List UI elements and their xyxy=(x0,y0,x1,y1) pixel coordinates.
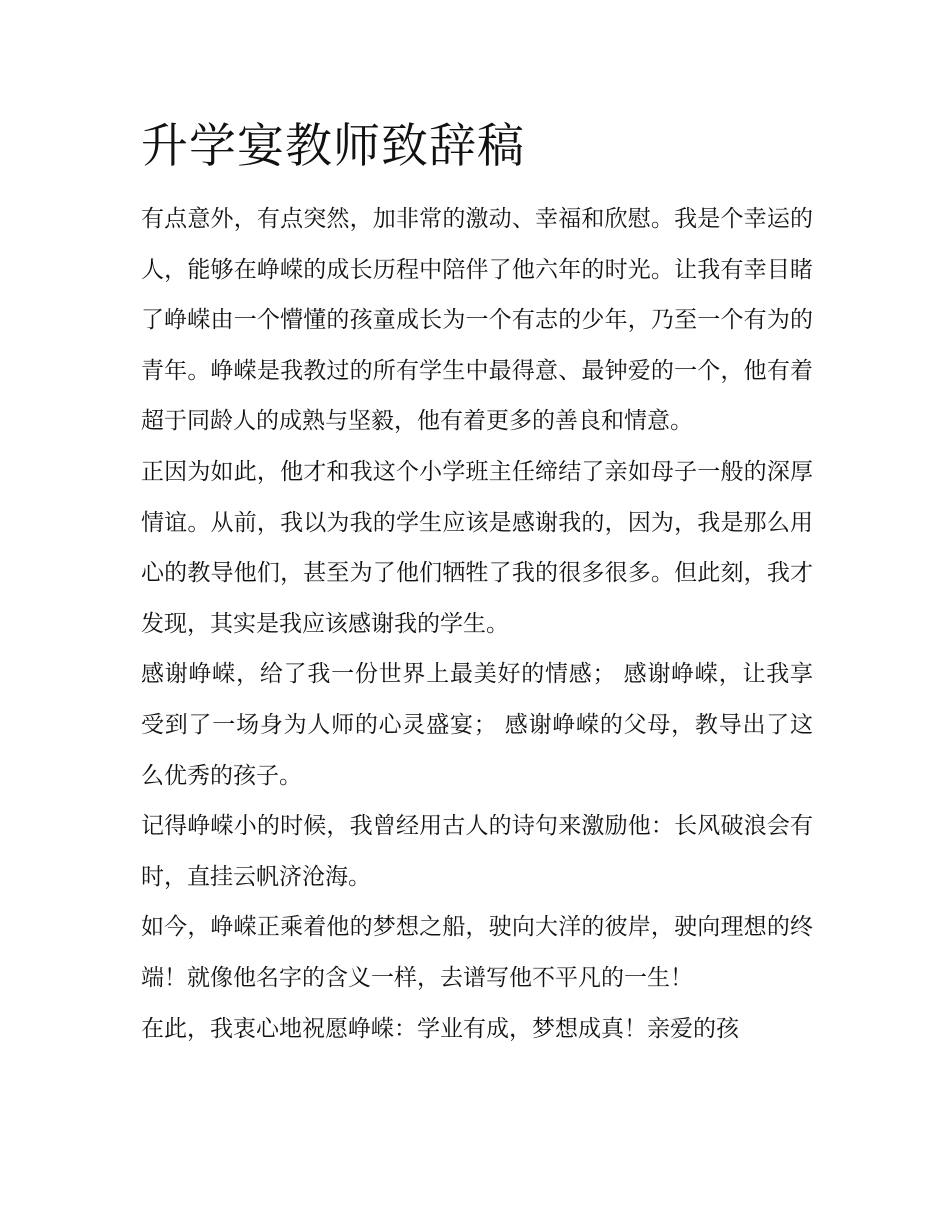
paragraph-4: 记得峥嵘小的时候，我曾经用古人的诗句来激励他：长风破浪会有时，直挂云帆济沧海。 xyxy=(141,813,813,890)
paragraph-1: 有点意外，有点突然，加非常的激动、幸福和欣慰。我是个幸运的人，能够在峥嵘的成长历程中陪伴了他六年的时光。让我有幸目睹了峥嵘由一个懵懂的孩童成长为一个有志的少年，乃至一个有为的青年。峥嵘是我教过的所有学生中最得意、最钟爱的一个，他有着超于同龄人的成熟与坚毅，他有着更多的善良和情意。 xyxy=(141,206,813,435)
paragraph-5: 如今，峥嵘正乘着他的梦想之船，驶向大洋的彼岸，驶向理想的终端！就像他名字的含义一样，去谱写他不平凡的一生！ xyxy=(141,914,813,991)
paragraph-2: 正因为如此，他才和我这个小学班主任缔结了亲如母子一般的深厚情谊。从前，我以为我的学生应该是感谢我的，因为，我是那么用心的教导他们，甚至为了他们牺牲了我的很多很多。但此刻，我才发现，其实是我应该感谢我的学生。 xyxy=(141,458,813,637)
paragraph-3: 感谢峥嵘，给了我一份世界上最美好的情感； 感谢峥嵘，让我享受到了一场身为人师的心灵盛宴； 感谢峥嵘的父母，教导出了这么优秀的孩子。 xyxy=(141,661,813,789)
document-body xyxy=(141,118,813,1054)
paragraph-6: 在此，我衷心地祝愿峥嵘：学业有成，梦想成真！亲爱的孩 xyxy=(141,1015,739,1042)
page-title: 升学宴教师致辞稿 xyxy=(141,119,525,174)
